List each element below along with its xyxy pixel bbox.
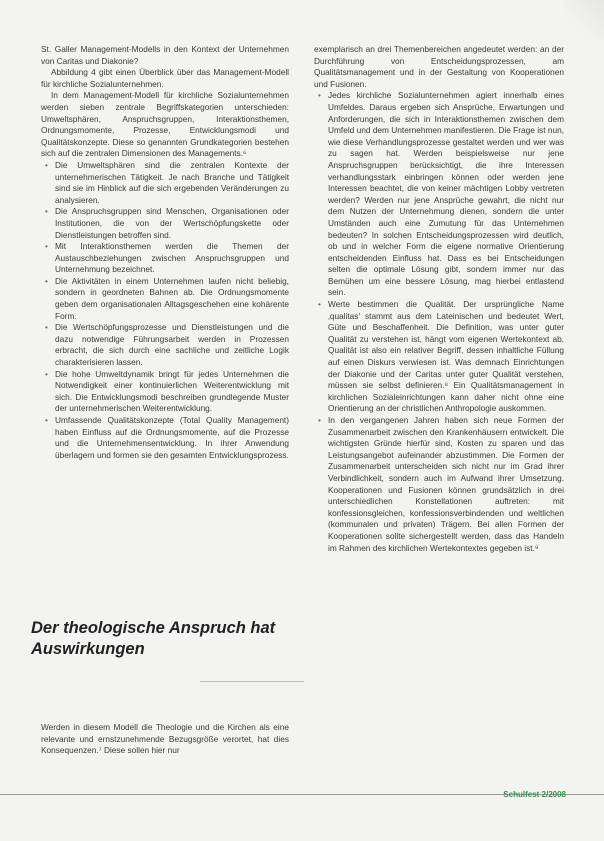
left-bullet-item: [41, 322, 289, 368]
right-column: [314, 44, 564, 554]
bullet-text: Mit Interaktionsthemen werden die Themen der Austauschbeziehungen zwischen Anspruchsgruppen und Unternehmung bezeichnet.: [55, 241, 289, 275]
left-paragraph-2: Abbildung 4 gibt einen Überblick über das Management-Modell für kirchliche Sozialunternehmen.: [41, 67, 289, 89]
right-paragraph-1: exemplarisch an drei Themenbereichen angedeutet werden: an der Durchführung von Entscheidungsprozessen, am Qualitätsmanagement und in der Gestaltung von Kooperationen und Fusionen.: [314, 44, 564, 89]
bullet-text: In den vergangenen Jahren haben sich neue Formen der Zusammenarbeit zwischen den Krankenhäusern entwickelt. Die wichtigsten Gründe hierfür sind, Kosten zu sparen und das Leistungsangebot aufeinander abzustimmen. Die Formen der Zusammenarbeit unterscheiden sich nicht nur im Grad ihrer Verbindlichkeit, sondern auch im Aufwand ihrer Umsetzung. Kooperationen und Fusionen können grundsätzlich in drei unterschiedlichen Konstellationen auftreten: mit konfessionsgleichen, konfessionsverbindenden und weltlichen (kommunalen und privaten) Trägern. Bei allen Formen der Kooperationen sollte sichergestellt werden, dass das Handeln im Rahmen des kirchlichen Wertekontextes gegeben ist.⁹: [328, 415, 564, 553]
bullet-icon: •: [318, 299, 321, 310]
footer-reference: Schulfest 2/2008: [503, 790, 566, 799]
bullet-text: Die Umweltsphären sind die zentralen Kontexte der unternehmerischen Tätigkeit. Je nach Branche und Tätigkeit sind sie im Hinblick auf die sich ergebenden Veränderungen zu analysieren.: [55, 159, 289, 205]
bullet-text: Die Aktivitäten in einem Unternehmen laufen nicht beliebig, sondern in geordneten Bahnen ab. Die Ordnungsmomente geben dem organisationalen Alltagsgeschehen eine kohärente Form.: [55, 275, 289, 321]
bullet-text: Die hohe Umweltdynamik bringt für jedes Unternehmen die Notwendigkeit einer kontinuierlichen Weiterentwicklung mit sich. Die Entwicklungsmodi beschreiben grundlegende Muster der unternehmerischen Weiterentwicklung.: [55, 368, 289, 414]
left-bullet-item: [41, 241, 289, 276]
bullet-icon: •: [45, 322, 48, 333]
bullet-text: Umfassende Qualitätskonzepte (Total Quality Management) haben Einfluss auf die Ordnungsmomente, auf die Prozesse und die Unternehmensentwicklung. In ihrer Anwendung überlagern und formen sie den gesamten Entwicklungsprozess.: [55, 415, 289, 460]
left-paragraph-3: In dem Management-Modell für kirchliche Sozialunternehmen werden sieben zentrale Begriffskategorien unterschieden: Umweltsphären, Anspruchsgruppen, Interaktionsthemen, Ordnungsmomente, Prozesse, Entwicklungsmodi und Qualitätskonzepte. Diese so genannten Grundkategorien bestehen sich auf die zentralen Dimensionen des Managements.⁶: [41, 90, 289, 159]
left-column: [41, 44, 289, 461]
left-bullet-item: [41, 206, 289, 241]
left-bullet-item: [41, 369, 289, 415]
bottom-left-text: [41, 722, 289, 757]
left-bullet-item: [41, 415, 289, 461]
left-bullet-item: [41, 276, 289, 322]
right-bullet-item: [314, 415, 564, 554]
section-heading: Der theologische Anspruch hat Auswirkungen: [31, 619, 276, 658]
bullet-icon: •: [318, 90, 321, 101]
left-bullet-list: [41, 160, 289, 461]
bullet-text: Die Wertschöpfungsprozesse und Dienstleistungen und die dazu notwendige Führungsarbeit werden in Prozessen erbracht, die sich durch eine sachliche und zeitliche Logik charakterisieren lassen.: [55, 322, 289, 368]
bullet-icon: •: [45, 241, 48, 252]
heading-underline: [200, 681, 304, 682]
bullet-icon: •: [318, 415, 321, 425]
right-bullet-item: [314, 90, 564, 299]
left-paragraph-1: St. Galler Management-Modells in den Kontext der Unternehmen von Caritas und Diakonie?: [41, 44, 289, 66]
bullet-icon: •: [45, 206, 48, 217]
bullet-icon: •: [45, 275, 48, 286]
right-bullet-list: [314, 90, 564, 554]
bullet-icon: •: [45, 368, 48, 379]
bullet-icon: •: [45, 159, 48, 170]
page-corner-shadow: [564, 0, 604, 40]
bullet-text: Jedes kirchliche Sozialunternehmen agiert innerhalb eines Umfeldes. Daraus ergeben sich Ansprüche, Erwartungen und Anforderungen, die sich in Interaktionsthemen zwischen dem Umfeld und dem Unternehmen manifestieren. Die Frage ist nun, wie diese Verhandlungsprozesse gestaltet werden und wer was zu sagen hat. Werden beispielsweise nur jene Anspruchsgruppen berücksichtigt, die ihre Interessen verhandlungsstark einbringen können oder werden jene Interessen beachtet, die von keiner mächtigen Lobby vertreten werden? Werden nur jene Ansprüche gewahrt, die nicht nur dem Nutzen der Unternehmung dienen, sondern die unter Umständen auch eine Zumutung für das Unternehmen bedeuten? In solchen Entscheidungsprozessen wird deutlich, ob und in welcher Form die eigene normative Orientierung entscheidenden Einfluss hat. Dass es bei Entscheidungen selten die optimale Lösung gibt, sondern immer nur das Bemühen um eine bessere Lösung, mag hierbei entlastend sein.: [328, 90, 564, 298]
bullet-text: Werte bestimmen die Qualität. Der ursprüngliche Name ‚qualitas' stammt aus dem Lateinischen und bedeutet Wert, Güte und Beschaffenheit. Die Definition, was unter guter Qualität zu verstehen ist, hängt vom eigenen Wertekontext ab. Qualität ist also ein relativer Begriff, dessen inhaltliche Füllung auf einen Diskurs verwiesen ist. Was demnach Einrichtungen der Diakonie und der Caritas unter guter Qualität verstehen, müssen sie selbst definieren.⁸ Ein Qualitätsmanagement in kirchlichen Sozialeinrichtungen kann daher nicht ohne eine Orientierung an der christlichen Anthropologie auskommen.: [328, 299, 564, 414]
bottom-left-paragraph: Werden in diesem Modell die Theologie und die Kirchen als eine relevante und ernstzunehmende Bezugsgröße verortet, hat dies Konsequenzen.⁷ Diese sollen hier nur: [41, 722, 289, 756]
bullet-text: Die Anspruchsgruppen sind Menschen, Organisationen oder Institutionen, die von der Wertschöpfungskette oder Dienstleistungen betroffen sind.: [55, 206, 289, 240]
right-bullet-item: [314, 299, 564, 415]
left-bullet-item: [41, 160, 289, 206]
bullet-icon: •: [45, 415, 48, 425]
